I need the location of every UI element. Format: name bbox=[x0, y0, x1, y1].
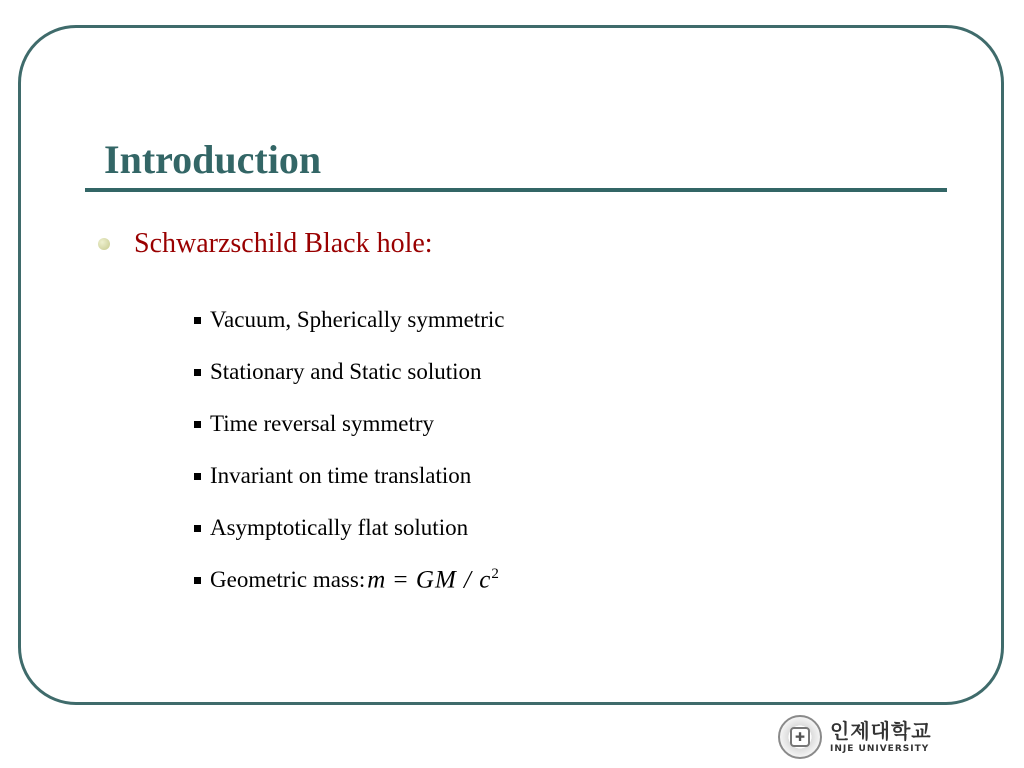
geometric-mass-formula bbox=[367, 566, 500, 594]
square-bullet-icon bbox=[194, 473, 201, 480]
list-item bbox=[194, 294, 504, 346]
square-bullet-icon bbox=[194, 317, 201, 324]
square-bullet-icon bbox=[194, 577, 201, 584]
slide-frame bbox=[18, 25, 1004, 705]
list-item bbox=[194, 346, 504, 398]
sub-bullet-label: Vacuum, Spherically symmetric bbox=[210, 307, 505, 332]
formula-rhs: GM / c bbox=[415, 566, 492, 594]
square-bullet-icon bbox=[194, 525, 201, 532]
list-item bbox=[194, 398, 504, 450]
square-bullet-icon bbox=[194, 369, 201, 376]
sub-bullet-label: Asymptotically flat solution bbox=[210, 515, 469, 540]
slide-title: Introduction bbox=[104, 137, 322, 182]
list-item bbox=[194, 502, 504, 554]
list-item bbox=[194, 554, 504, 606]
square-bullet-icon bbox=[194, 421, 201, 428]
university-logo bbox=[778, 712, 932, 762]
university-seal-icon bbox=[778, 715, 822, 759]
sub-bullet-list bbox=[194, 294, 504, 606]
bullet-dot-icon bbox=[98, 238, 110, 250]
logo-text bbox=[830, 720, 932, 754]
sub-bullet-label: Time reversal symmetry bbox=[210, 411, 435, 436]
main-bullet-label: Schwarzschild Black hole: bbox=[134, 228, 433, 259]
sub-bullet-label: Geometric mass: bbox=[210, 567, 366, 592]
sub-bullet-label: Invariant on time translation bbox=[210, 463, 472, 488]
formula-equals: = bbox=[393, 566, 409, 594]
title-underline bbox=[85, 188, 947, 192]
logo-english-name: INJE UNIVERSITY bbox=[830, 744, 930, 754]
logo-korean-name: 인제대학교 bbox=[830, 719, 932, 743]
formula-exponent: 2 bbox=[491, 565, 500, 582]
formula-lhs: m bbox=[367, 566, 387, 594]
list-item bbox=[194, 450, 504, 502]
seal-cross-icon: ✚ bbox=[790, 727, 810, 747]
sub-bullet-label: Stationary and Static solution bbox=[210, 359, 482, 384]
main-bullet bbox=[98, 224, 433, 264]
